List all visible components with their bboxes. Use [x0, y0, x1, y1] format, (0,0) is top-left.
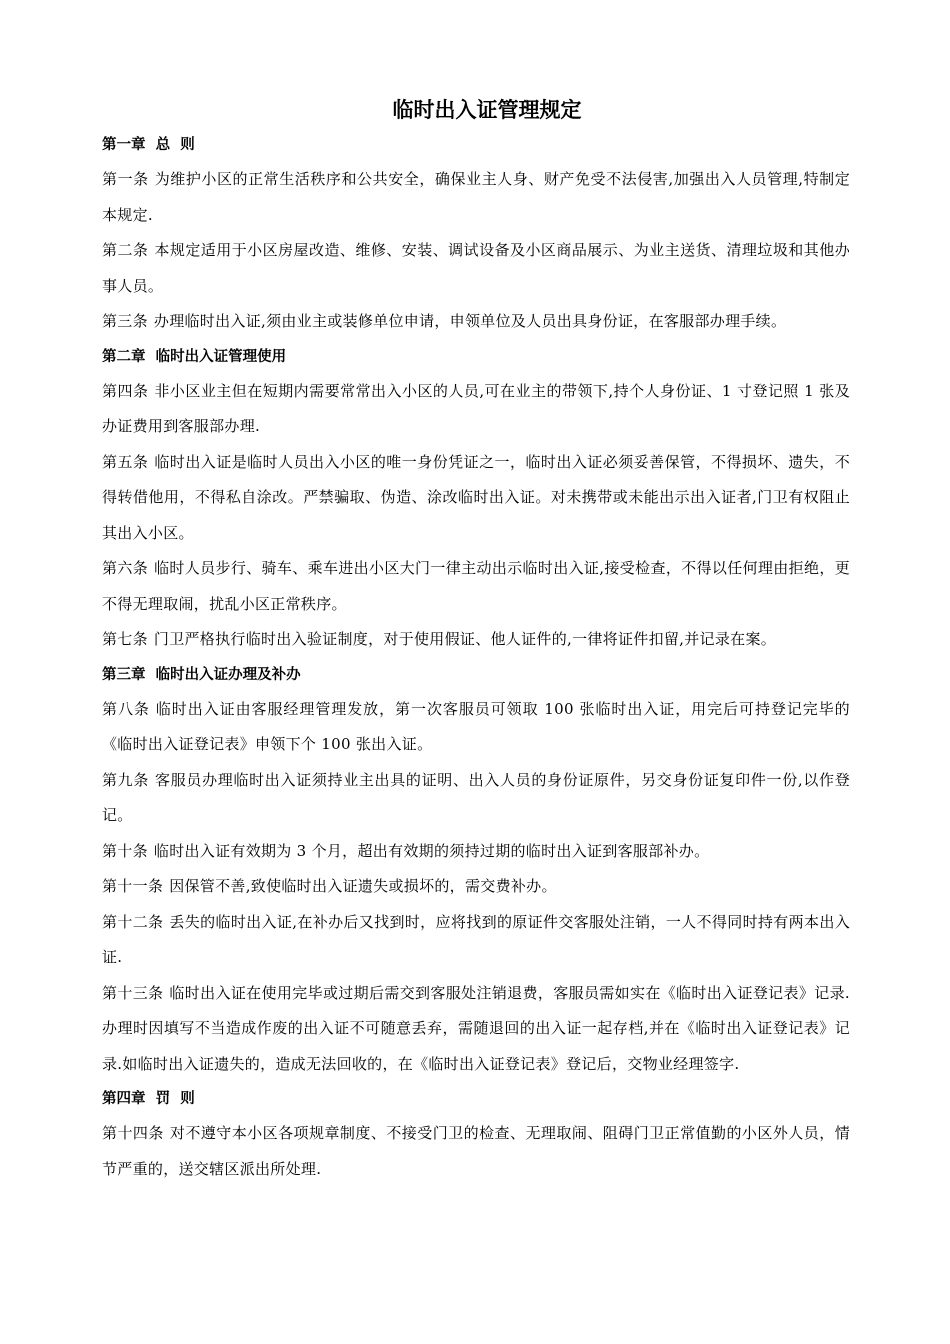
article-number: 第五条 [102, 452, 149, 471]
article-text: 临时人员步行、骑车、乘车进出小区大门一律主动出示临时出入证,接受检查，不得以任何理由拒绝，更不得无理取闹，扰乱小区正常秩序。 [102, 559, 850, 613]
document-title: 临时出入证管理规定 [392, 98, 582, 122]
article-8 [102, 692, 850, 763]
article-4 [102, 374, 850, 445]
document-page [102, 92, 850, 1187]
article-1 [102, 162, 850, 233]
article-number: 第十四条 [102, 1124, 164, 1142]
article-3 [102, 304, 850, 340]
article-text: 临时出入证有效期为 3 个月，超出有效期的须持过期的临时出入证到客服部补办。 [153, 841, 710, 860]
article-text: 临时出入证在使用完毕或过期后需交到客服处注销退费，客服员需如实在《临时出入证登记表》记录.办理时因填写不当造成作废的出入证不可随意丢弃，需随退回的出入证一起存档,并在《临时出入证登记表》记录.如临时出入证遗失的，造成无法回收的，在《临时出入证登记表》登记后，交物业经理签字. [102, 983, 851, 1073]
article-text: 门卫严格执行临时出入验证制度，对于使用假证、他人证件的,一律将证件扣留,并记录在案。 [153, 630, 777, 648]
article-6 [102, 551, 850, 622]
chapter-heading-2: 第二章 临时出入证管理使用 [102, 348, 287, 365]
article-number: 第九条 [102, 770, 150, 789]
article-11 [102, 869, 850, 905]
article-number: 第一条 [102, 170, 149, 188]
article-text: 办理临时出入证,须由业主或装修单位申请，申领单位及人员出具身份证，在客服部办理手续。 [153, 312, 787, 330]
article-text: 因保管不善,致使临时出入证遗失或损坏的，需交费补办。 [169, 877, 557, 895]
article-number: 第六条 [102, 559, 149, 577]
article-number: 第十条 [102, 841, 148, 860]
chapter-heading-1: 第一章 总 则 [102, 137, 195, 153]
article-text: 为维护小区的正常生活秩序和公共安全，确保业主人身、财产免受不法侵害,加强出入人员管理,特制定本规定. [102, 170, 850, 224]
article-number: 第三条 [102, 312, 148, 330]
article-number: 第十一条 [102, 877, 164, 895]
article-number: 第八条 [102, 699, 150, 718]
article-7 [102, 622, 850, 658]
chapter-heading-4: 第四章 罚 则 [102, 1091, 195, 1107]
article-number: 第四条 [102, 381, 149, 400]
article-number: 第十二条 [102, 912, 164, 931]
article-5 [102, 445, 850, 552]
article-text: 临时出入证由客服经理管理发放，第一次客服员可领取 100 张临时出入证，用完后可持登记完毕的《临时出入证登记表》申领下个 100 张出入证。 [102, 699, 850, 753]
article-10 [102, 834, 850, 870]
chapter-heading-3: 第三章 临时出入证办理及补办 [102, 666, 301, 683]
article-13 [102, 976, 850, 1083]
article-text: 临时出入证是临时人员出入小区的唯一身份凭证之一，临时出入证必须妥善保管，不得损坏、遗失，不得转借他用，不得私自涂改。严禁骗取、伪造、涂改临时出入证。对未携带或未能出示出入证者,门卫有权阻止其出入小区。 [102, 452, 850, 542]
article-text: 对不遵守本小区各项规章制度、不接受门卫的检查、无理取闹、阻碍门卫正常值勤的小区外人员，情节严重的，送交辖区派出所处理. [102, 1124, 850, 1178]
article-text: 非小区业主但在短期内需要常常出入小区的人员,可在业主的带领下,持个人身份证、1 寸登记照 1 张及办证费用到客服部办理. [102, 381, 850, 435]
article-text: 客服员办理临时出入证须持业主出具的证明、出入人员的身份证原件，另交身份证复印件一份,以作登记。 [102, 770, 850, 824]
article-2 [102, 233, 850, 304]
article-number: 第二条 [102, 241, 149, 259]
article-text: 丢失的临时出入证,在补办后又找到时，应将找到的原证件交客服处注销，一人不得同时持有两本出入证. [102, 912, 851, 966]
article-number: 第十三条 [102, 983, 164, 1002]
article-text: 本规定适用于小区房屋改造、维修、安装、调试设备及小区商品展示、为业主送货、清理垃圾和其他办事人员。 [102, 241, 850, 295]
article-14 [102, 1116, 850, 1187]
article-9 [102, 763, 850, 834]
article-number: 第七条 [102, 630, 148, 648]
article-12 [102, 905, 850, 976]
